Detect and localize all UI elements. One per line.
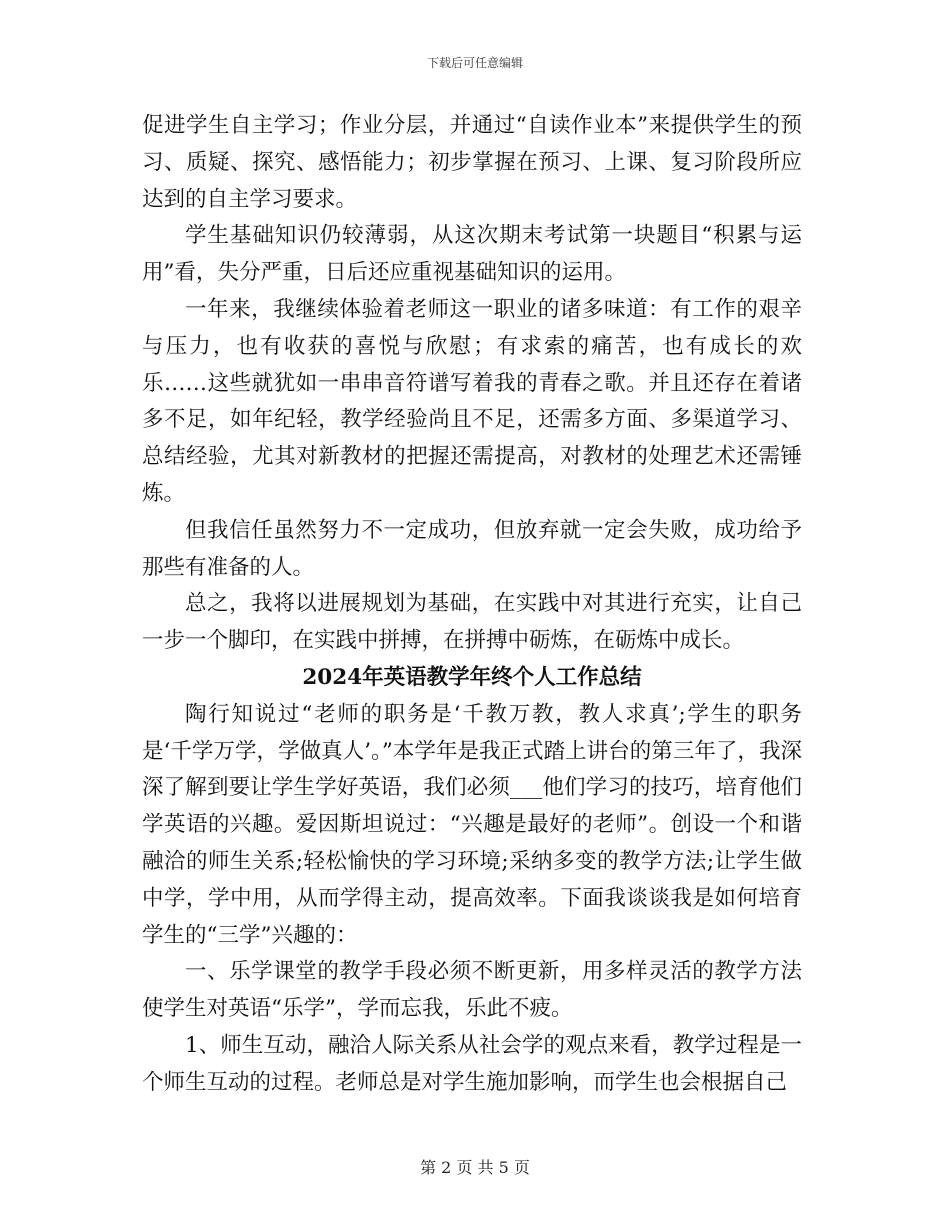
paragraph-1: 促进学生自主学习；作业分层，并通过“自读作业本”来提供学生的预习、质疑、探究、感悟能力；初步掌握在预习、上课、复习阶段所应达到的自主学习要求。 — [142, 113, 802, 212]
paragraph-4: 但我信任虽然努力不一定成功，但放弃就一定会失败，成功给予那些有准备的人。 — [142, 517, 802, 580]
header-note: 下载后可任意编辑 — [426, 56, 523, 70]
paragraph-8: 1、师生互动，融洽人际关系从社会学的观点来看，教学过程是一个师生互动的过程。老师总是对学生施加影响，而学生也会根据自己 — [142, 1032, 802, 1095]
paragraph-2: 学生基础知识仍较薄弱，从这次期末考试第一块题目“积累与运用”看，失分严重，日后还应重视基础知识的运用。 — [142, 223, 802, 286]
paragraph-5: 总之，我将以进展规划为基础，在实践中对其进行充实，让自己一步一个脚印，在实践中拼搏，在拼搏中砺炼，在砺炼中成长。 — [142, 591, 802, 654]
document-body — [142, 108, 802, 1102]
paragraph-3: 一年来，我继续体验着老师这一职业的诸多味道：有工作的艰辛与压力，也有收获的喜悦与欣慰；有求索的痛苦，也有成长的欢乐……这些就犹如一串串音符谱写着我的青春之歌。并且还存在着诸多不足，如年纪轻，教学经验尚且不足，还需多方面、多渠道学习、总结经验，尤其对新教材的把握还需提高，对教材的处理艺术还需锤炼。 — [142, 296, 802, 506]
paragraph-7: 一、乐学课堂的教学手段必须不断更新，用多样灵活的教学方法使学生对英语“乐学”，学而忘我，乐此不疲。 — [142, 959, 802, 1022]
paragraph-6: 陶行知说过“老师的职务是‘千教万教，教人求真’;学生的职务是‘千学万学，学做真人’。”本学年是我正式踏上讲台的第三年了，我深深了解到要让学生学好英语，我们必须___他们学习的技巧，培育他们学英语的兴趣。爱因斯坦说过：“兴趣是最好的老师”。创设一个和谐融洽的师生关系;轻松愉快的学习环境;采纳多变的教学方法;让学生做中学，学中用，从而学得主动，提高效率。下面我谈谈我是如何培育学生的“三学”兴趣的： — [142, 701, 802, 948]
page-number-footer: 第 2 页 共 5 页 — [420, 1158, 530, 1177]
section-heading: 2024年英语教学年终个人工作总结 — [302, 664, 642, 690]
